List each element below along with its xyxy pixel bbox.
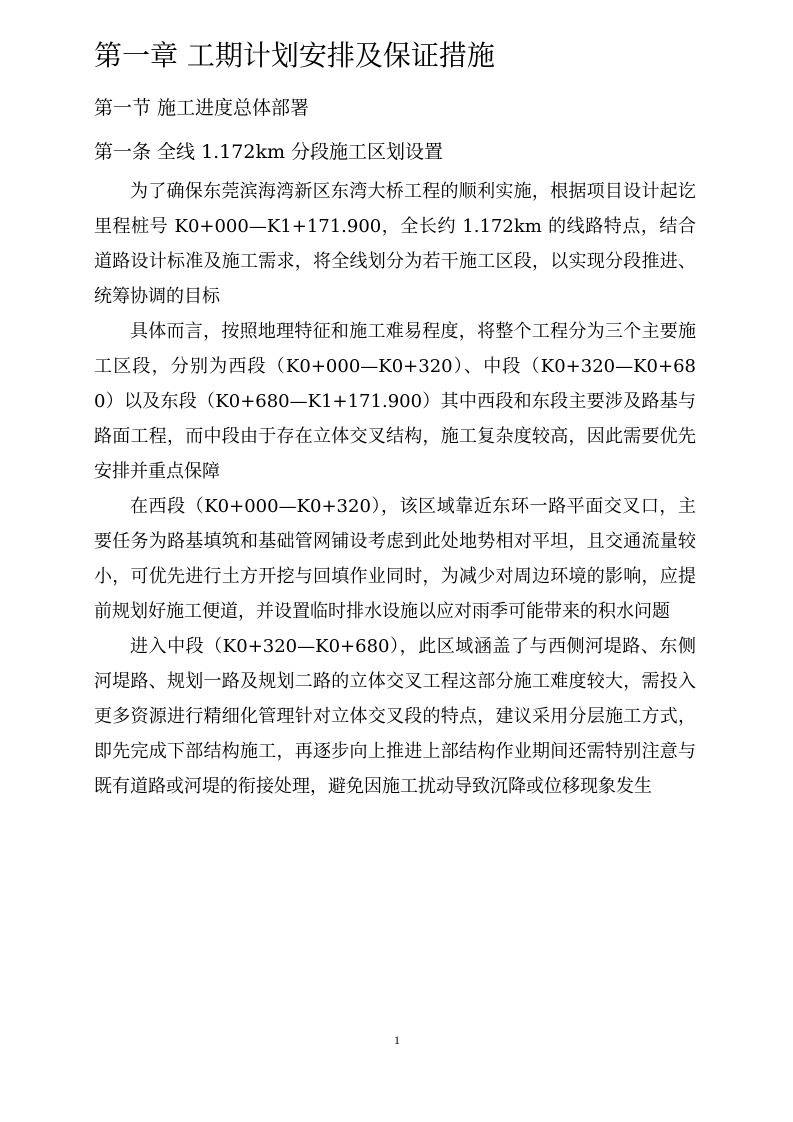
paragraph-1: 为了确保东莞滨海湾新区东湾大桥工程的顺利实施，根据项目设计起讫里程桩号 K0+000—K1+171.900，全长约 1.172km 的线路特点，结合道路设计标准及施工需求，将全线划分为若干施工区段，以实现分段推进、统筹协调的目标 (94, 181, 696, 307)
article-title: 第一条 全线 1.172km 分段施工区划设置 (94, 141, 444, 163)
body-text (94, 174, 696, 804)
page-number: 1 (394, 1033, 400, 1047)
section-title: 第一节 施工进度总体部署 (94, 97, 310, 119)
chapter-title: 第一章 工期计划安排及保证措施 (94, 39, 495, 72)
paragraph-3: 在西段（K0+000—K0+320），该区域靠近东环一路平面交叉口，主要任务为路基填筑和基础管网铺设考虑到此处地势相对平坦，且交通流量较小，可优先进行土方开挖与回填作业同时，为减少对周边环境的影响，应提前规划好施工便道，并设置临时排水设施以应对雨季可能带来的积水问题 (94, 496, 696, 622)
paragraph-4: 进入中段（K0+320—K0+680），此区域涵盖了与西侧河堤路、东侧河堤路、规划一路及规划二路的立体交叉工程这部分施工难度较大，需投入更多资源进行精细化管理针对立体交叉段的特点，建议采用分层施工方式，即先完成下部结构施工，再逐步向上推进上部结构作业期间还需特别注意与既有道路或河堤的衔接处理，避免因施工扰动导致沉降或位移现象发生 (94, 636, 696, 797)
paragraph-2: 具体而言，按照地理特征和施工难易程度，将整个工程分为三个主要施工区段，分别为西段（K0+000—K0+320）、中段（K0+320—K0+680）以及东段（K0+680—K1+171.900）其中西段和东段主要涉及路基与路面工程，而中段由于存在立体交叉结构，施工复杂度较高，因此需要优先安排并重点保障 (94, 321, 696, 482)
